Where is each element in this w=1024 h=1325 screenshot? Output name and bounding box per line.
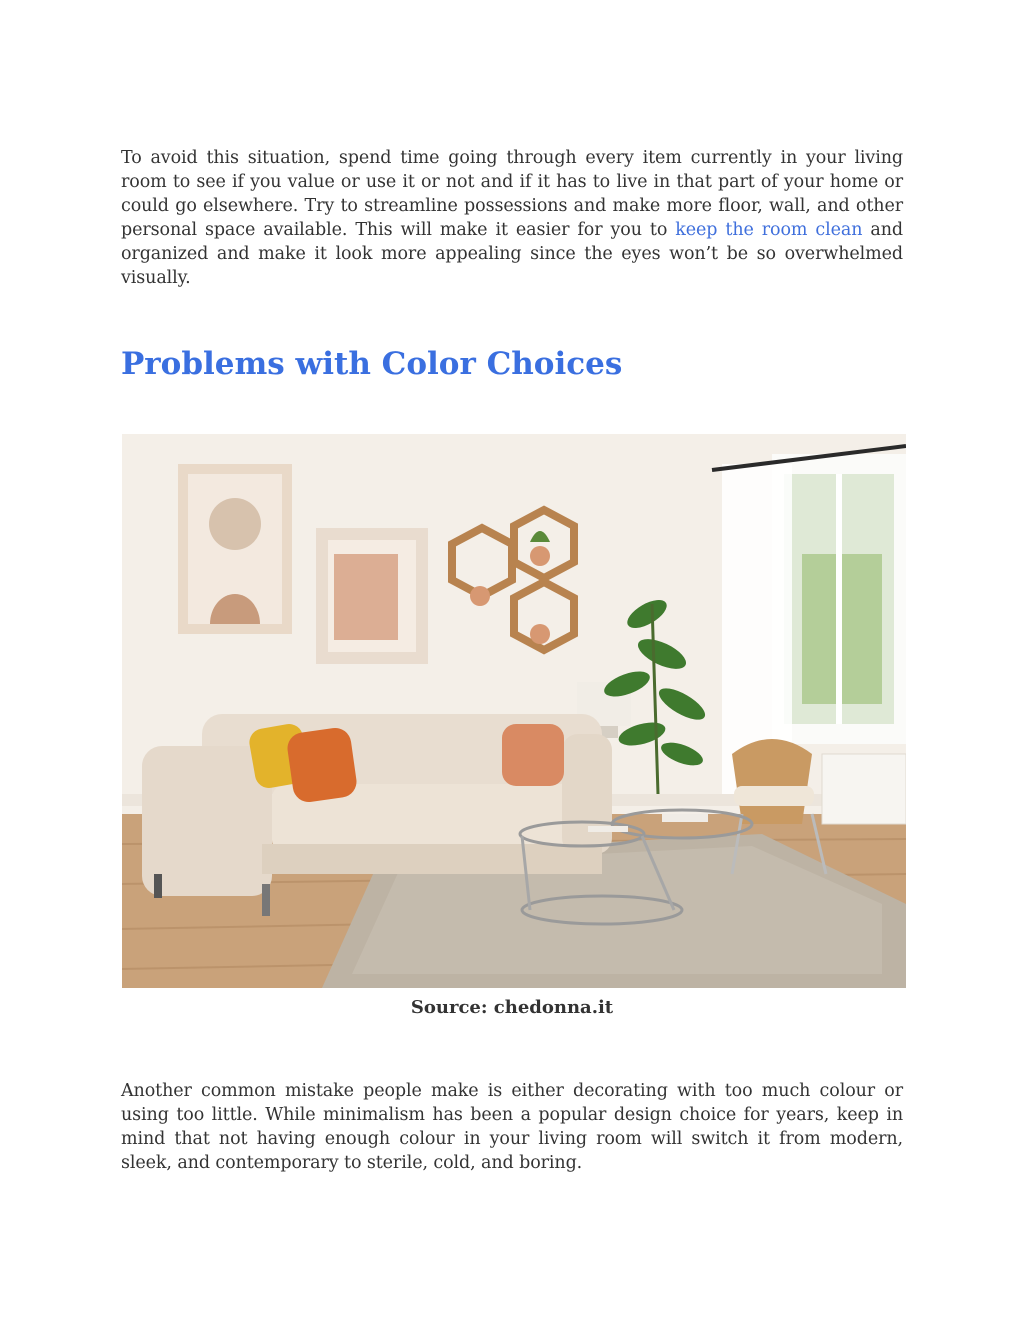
color-mistake-paragraph: Another common mistake people make is either decorating with too much colour or using too little. While minimalism has been a popular design choice for years, keep in mind that not having enough colour in your living room will switch it from modern, sleek, and contemporary to sterile, cold, and boring. xyxy=(121,1081,903,1173)
living-room-photo xyxy=(122,434,906,988)
figure-caption: Source: chedonna.it xyxy=(410,997,614,1018)
section-heading: Problems with Color Choices xyxy=(121,346,623,382)
intro-paragraph-text-end: and organized and make it look more appealing since the eyes won’t be so overwhelmed visually. xyxy=(121,220,903,288)
intro-paragraph-text-start: To avoid this situation, spend time going through every item currently in your living room to see if you value or use it or not and if it has to live in that part of your home or could go elsewhere. Try to streamline possessions and make more floor, wall, and other personal space available. This will make it easier for you to xyxy=(121,148,903,240)
intro-paragraph xyxy=(121,146,903,290)
keep-room-clean-link[interactable]: keep the room clean xyxy=(675,220,863,240)
